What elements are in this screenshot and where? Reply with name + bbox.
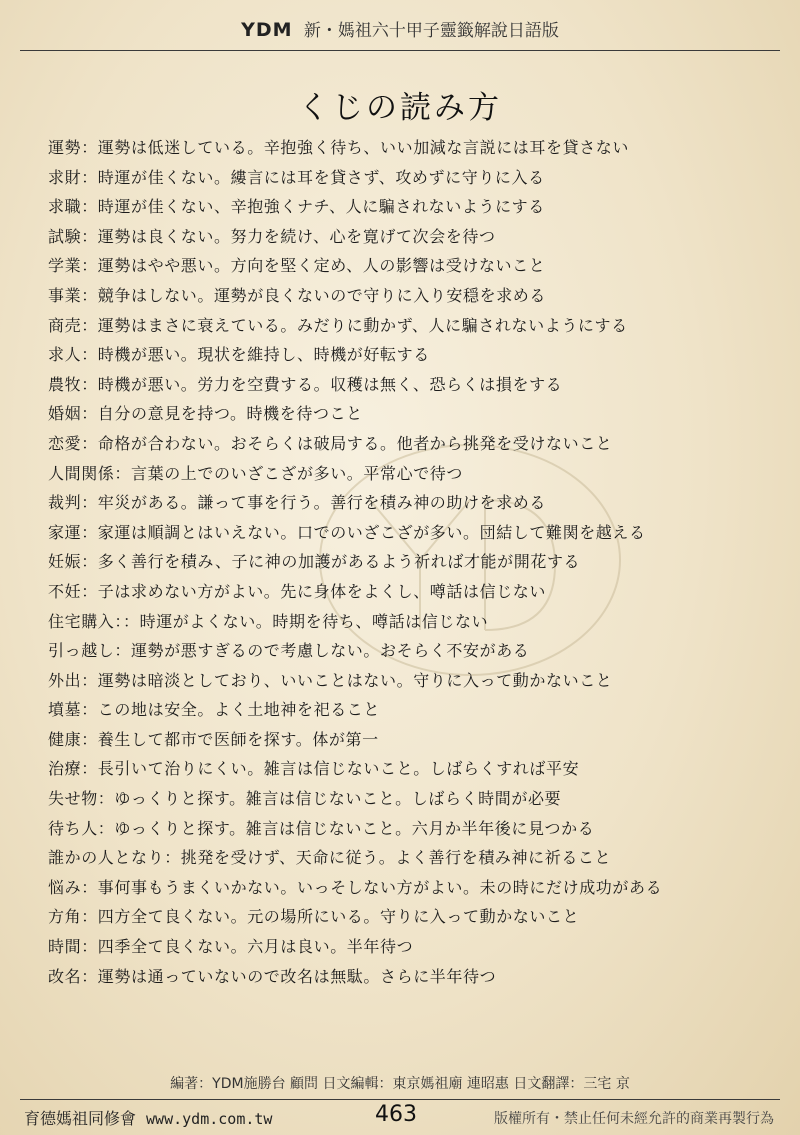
fortune-entry: 裁判：牢災がある。謙って事を行う。善行を積み神の助けを求める xyxy=(48,493,547,513)
fortune-entry: 学業：運勢はやや悪い。方向を堅く定め、人の影響は受けないこと xyxy=(48,256,546,276)
fortune-entry: 治療：長引いて治りにくい。雑言は信じないこと。しばらくすれば平安 xyxy=(48,759,580,779)
fortune-entry: 婚姻：自分の意見を持つ。時機を待つこと xyxy=(48,404,363,424)
fortune-entry: 不妊：子は求めない方がよい。先に身体をよくし、噂話は信じない xyxy=(48,581,547,601)
header-divider xyxy=(20,50,780,51)
fortune-entry: 求職：時運が佳くない、辛抱強くナチ、人に騙されないようにする xyxy=(48,197,545,217)
fortune-entry-list xyxy=(48,133,788,991)
footer-divider xyxy=(20,1099,780,1100)
fortune-entry: 求財：時運が佳くない。縷言には耳を貸さず、攻めずに守りに入る xyxy=(48,167,545,187)
fortune-entry: 時間：四季全て良くない。六月は良い。半年待つ xyxy=(48,937,414,957)
fortune-entry: 求人：時機が悪い。現状を維持し、時機が好転する xyxy=(48,345,430,365)
fortune-entry: 引っ越し：運勢が悪すぎるので考慮しない。おそらく不安がある xyxy=(48,641,530,661)
fortune-entry: 失せ物：ゆっくりと探す。雑言は信じないこと。しばらく時間が必要 xyxy=(48,789,562,809)
copyright-notice: 版權所有・禁止任何未經允許的商業再製行為 xyxy=(494,1111,774,1127)
website-link[interactable]: www.ydm.com.tw xyxy=(146,1110,273,1128)
fortune-entry: 運勢：運勢は低迷している。辛抱強く待ち、いい加減な言説には耳を貸さない xyxy=(48,138,630,157)
fortune-entry: 妊娠：多く善行を積み、子に神の加護があるよう祈れば才能が開花する xyxy=(48,552,581,572)
page-header xyxy=(0,16,800,41)
fortune-entry: 方角：四方全て良くない。元の場所にいる。守りに入って動かないこと xyxy=(48,907,580,927)
ydm-logo: YDM xyxy=(241,19,293,41)
fortune-entry: 健康：養生して都市で医師を探す。体が第一 xyxy=(48,729,379,749)
fortune-entry: 改名：運勢は通っていないので改名は無駄。さらに半年待つ xyxy=(48,966,497,986)
fortune-entry: 墳墓：この地は安全。よく土地神を祀ること xyxy=(48,700,381,720)
fortune-entry: 人間関係：言葉の上でのいざこざが多い。平常心で待つ xyxy=(48,463,464,483)
page-footer xyxy=(0,1104,800,1134)
fortune-entry: 家運：家運は順調とはいえない。口でのいざこざが多い。団結して難関を越える xyxy=(48,522,646,542)
fortune-entry: 待ち人：ゆっくりと探す。雑言は信じないこと。六月か半年後に見つかる xyxy=(48,818,595,838)
fortune-entry: 悩み：事何事もうまくいかない。いっそしない方がよい。未の時にだけ成功がある xyxy=(48,877,663,897)
fortune-entry: 恋愛：命格が合わない。おそらくは破局する。他者から挑発を受けないこと xyxy=(48,433,613,453)
page-number: 463 xyxy=(375,1102,417,1127)
fortune-entry: 住宅購入：：時運がよくない。時期を待ち、噂話は信じない xyxy=(48,611,489,631)
fortune-entry: 事業：競争はしない。運勢が良くないので守りに入り安穏を求める xyxy=(48,285,547,305)
book-title: 新・媽祖六十甲子靈籤解說日語版 xyxy=(303,21,559,41)
credits-line: 編著：YDM施勝台 顧問 日文編輯：東京媽祖廟 連昭惠 日文翻譯：三宅 京 xyxy=(170,1076,630,1092)
page-title: くじの読み方 xyxy=(298,90,502,126)
fortune-entry: 農牧：時機が悪い。労力を空費する。収穫は無く、恐らくは損をする xyxy=(48,374,563,394)
fortune-entry: 試験：運勢は良くない。努力を続け、心を寛げて次会を待つ xyxy=(48,226,496,246)
org-name: 育德媽祖同修會 xyxy=(24,1109,137,1128)
fortune-entry: 商売：運勢はまさに衰えている。みだりに動かず、人に騙されないようにする xyxy=(48,315,628,335)
footer-org xyxy=(24,1106,272,1129)
fortune-entry: 誰かの人となり：挑発を受けず、天命に従う。よく善行を積み神に祈ること xyxy=(48,848,612,868)
fortune-entry: 外出：運勢は暗淡としており、いいことはない。守りに入って動かないこと xyxy=(48,670,613,690)
